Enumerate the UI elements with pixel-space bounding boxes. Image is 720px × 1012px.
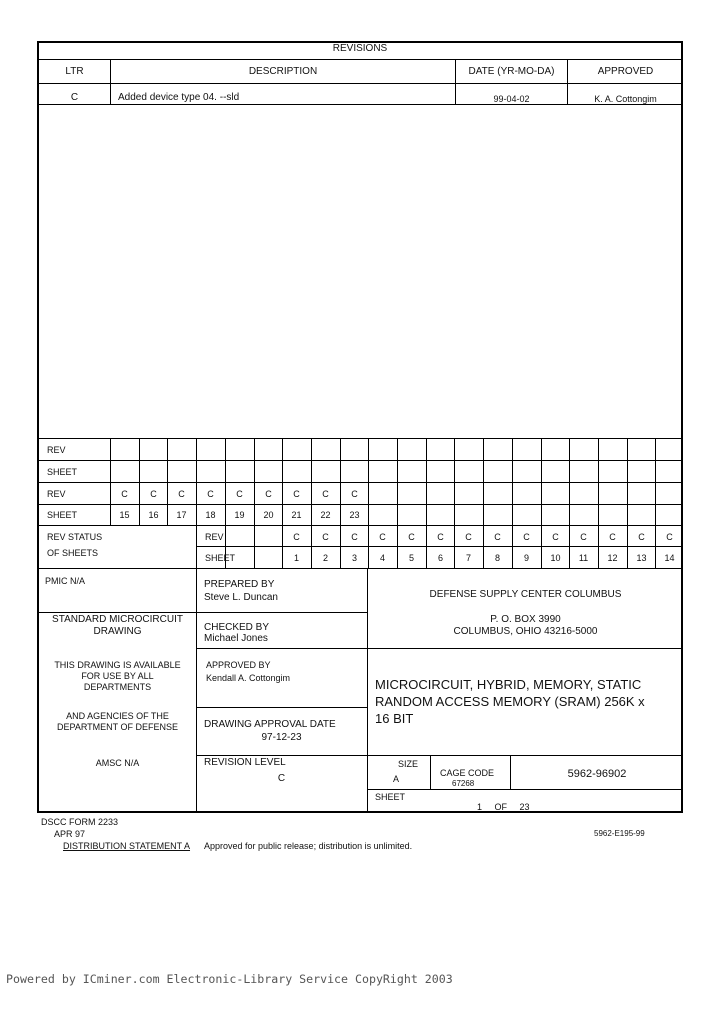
sheet-label: SHEET [375,792,406,802]
status-sheet-cell: 9 [523,553,529,563]
approval-date: 97-12-23 [261,732,302,743]
rev-status-label: REV STATUS [47,532,103,542]
status-rev-cell: C [580,532,587,542]
status-rev-cell: C [322,532,329,542]
col-header-date: DATE (YR-MO-DA) [468,66,555,77]
rule [368,789,683,790]
rev-cell: C [351,489,358,499]
rev-cell: C [265,489,272,499]
sheet-of: 1 OF 23 [477,802,530,812]
rule [598,438,599,568]
rule [39,482,683,483]
agency-city: COLUMBUS, OHIO 43216-5000 [453,626,598,637]
revision-level: C [277,773,286,784]
row-label-rev: REV [47,489,66,499]
rule [196,612,368,613]
rule [483,438,484,568]
rule [368,438,369,568]
status-rev-cell: C [552,532,559,542]
rule [454,438,455,568]
sheet-cell: 16 [148,510,159,520]
rule [39,612,197,613]
status-sheet-cell: 3 [351,553,357,563]
approved-by-label: APPROVED BY [206,660,271,670]
sheet-cell: 20 [263,510,274,520]
rev-cell: C [178,489,185,499]
rule [39,525,683,526]
rev-cell: C [293,489,300,499]
status-rev-cell: C [351,532,358,542]
rule [368,648,683,649]
status-sheet-cell: 7 [465,553,471,563]
row-label-sheet: SHEET [47,510,78,520]
rule [196,546,683,547]
document-code: 5962-E195-99 [594,829,645,838]
sheet-cell: 19 [234,510,245,520]
rule [39,59,683,60]
size-label: SIZE [398,759,419,769]
drawing-title-line: MICROCIRCUIT, HYBRID, MEMORY, STATIC [375,677,642,692]
rule [397,438,398,568]
rev-status-sheet-label: SHEET [205,553,236,563]
sheet-cell: 23 [349,510,360,520]
status-sheet-cell: 2 [322,553,328,563]
rule [39,568,683,569]
status-sheet-cell: 13 [636,553,647,563]
row-label-rev: REV [47,445,66,455]
amsc-label: AMSC N/A [95,758,140,768]
rule [254,438,255,568]
agency-name: DEFENSE SUPPLY CENTER COLUMBUS [429,589,622,600]
revision-approved: K. A. Cottongim [594,94,657,104]
rule [225,438,226,568]
rev-cell: C [322,489,329,499]
drawing-number: 5962-96902 [567,768,627,780]
rule [426,438,427,568]
availability-line: FOR USE BY ALL [81,671,154,681]
drawing-title-line: RANDOM ACCESS MEMORY (SRAM) 256K x [375,694,645,709]
rule [196,648,368,649]
rule [340,438,341,568]
revision-level-label: REVISION LEVEL [204,757,286,768]
revision-description: Added device type 04. --sld [118,92,240,103]
status-rev-cell: C [379,532,386,542]
prepared-by-label: PREPARED BY [204,579,275,590]
rule [569,438,570,568]
rev-cell: C [207,489,214,499]
approved-by-name: Kendall A. Cottongim [206,673,291,683]
status-rev-cell: C [638,532,645,542]
rev-cell: C [121,489,128,499]
agencies-line: DEPARTMENT OF DEFENSE [56,722,179,732]
sheet-cell: 18 [205,510,216,520]
cage-code-label: CAGE CODE [440,768,495,778]
rule [39,504,683,505]
col-header-approved: APPROVED [597,66,654,77]
rule [311,438,312,568]
rule [39,83,683,84]
status-sheet-cell: 11 [578,553,589,563]
watermark-text: Powered by ICminer.com Electronic-Library Service CopyRight 2003 [6,972,453,986]
status-sheet-cell: 12 [607,553,618,563]
status-sheet-cell: 8 [494,553,500,563]
rev-status-rev-label: REV [205,532,224,542]
col-header-description: DESCRIPTION [248,66,318,77]
standard-microcircuit-label: STANDARD MICROCIRCUIT [52,614,183,625]
approval-date-label: DRAWING APPROVAL DATE [204,719,336,730]
of-sheets-label: OF SHEETS [47,548,99,558]
rev-cell: C [150,489,157,499]
rule [39,460,683,461]
distribution-label: DISTRIBUTION STATEMENT A [63,841,191,851]
status-sheet-cell: 5 [408,553,414,563]
rule [627,438,628,568]
prepared-by-name: Steve L. Duncan [204,592,278,603]
status-sheet-cell: 4 [379,553,385,563]
availability-line: THIS DRAWING IS AVAILABLE [54,660,181,670]
distribution-text: Approved for public release; distribution is unlimited. [204,841,413,851]
status-rev-cell: C [437,532,444,542]
status-rev-cell: C [523,532,530,542]
row-label-sheet: SHEET [47,467,78,477]
revision-ltr: C [70,92,79,103]
rule [541,438,542,568]
revision-date: 99-04-02 [493,94,530,104]
checked-by-name: Michael Jones [204,633,268,644]
status-sheet-cell: 14 [664,553,675,563]
status-rev-cell: C [465,532,472,542]
drawing-label: DRAWING [93,626,142,637]
status-rev-cell: C [666,532,673,542]
sheet-cell: 22 [320,510,331,520]
status-rev-cell: C [293,532,300,542]
sheet-cell: 17 [176,510,187,520]
rule [196,755,683,756]
form-date: APR 97 [54,829,86,839]
rule [39,438,683,439]
col-header-ltr: LTR [65,66,84,77]
status-sheet-cell: 1 [293,553,299,563]
status-rev-cell: C [494,532,501,542]
pmic-label: PMIC N/A [45,576,86,586]
drawing-title-line: 16 BIT [375,711,414,726]
availability-line: DEPARTMENTS [83,682,152,692]
size-value: A [393,774,400,784]
rev-cell: C [236,489,243,499]
rule [430,755,431,789]
status-sheet-cell: 10 [550,553,561,563]
revisions-title: REVISIONS [332,43,388,54]
rule [367,568,368,811]
agencies-line: AND AGENCIES OF THE [66,711,169,721]
rule [655,438,656,568]
status-sheet-cell: 6 [437,553,443,563]
sheet-cell: 21 [291,510,302,520]
form-number: DSCC FORM 2233 [41,817,119,827]
status-rev-cell: C [408,532,415,542]
rule [196,438,197,568]
rule [512,438,513,568]
agency-address: P. O. BOX 3990 [490,614,561,625]
status-rev-cell: C [609,532,616,542]
rule [196,707,368,708]
cage-code-value: 67268 [452,779,475,788]
rule [282,438,283,568]
sheet-cell: 15 [119,510,130,520]
checked-by-label: CHECKED BY [204,622,270,633]
